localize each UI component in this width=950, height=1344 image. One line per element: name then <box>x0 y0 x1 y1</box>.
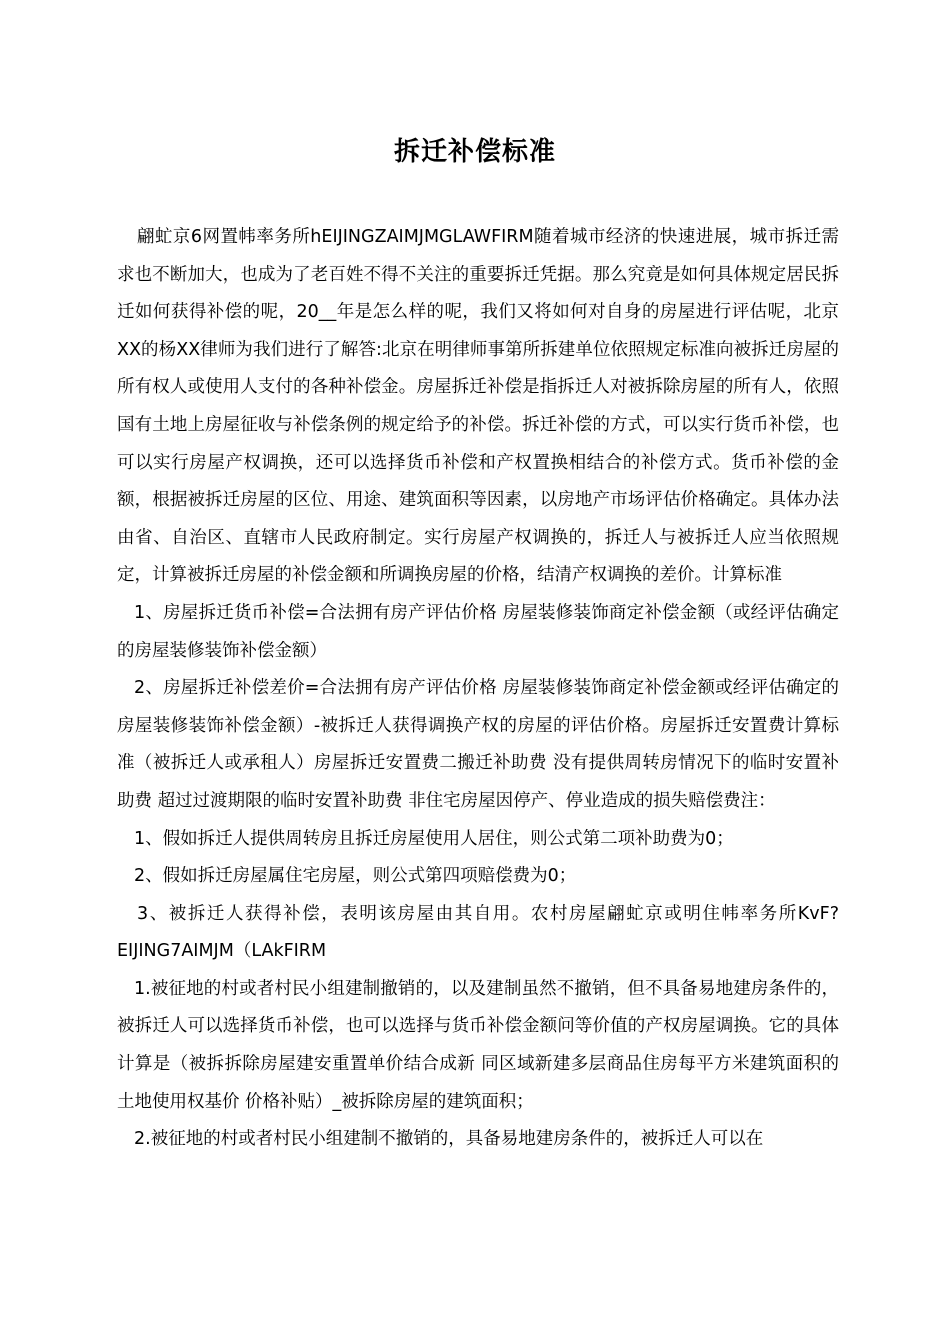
document-title: 拆迁补偿标准 <box>393 137 556 167</box>
paragraph-formula-2: 2、房屋拆迁补偿差价=合法拥有房产评估价格 房屋装修装饰商定补偿金额或经评估确定的房屋装修装饰补偿金额）-被拆迁人获得调换产权的房屋的评估价格。房屋拆迁安置费计算标准（被拆迁人或承租人）房屋拆迁安置费二搬迁补助费 没有提供周转房情况下的临时安置补助费 超过过渡期限的临时安置补助费 非住宅房屋因停产、停业造成的损失赔偿费注： <box>117 678 839 811</box>
paragraph-intro: 翩虻京6网置帏率务所hEIJINGZAIMJMGLAWFIRM随着城市经济的快速进展，城市拆迁需求也不断加大，也成为了老百姓不得不关注的重要拆迁凭据。那么究竟是如何具体规定居民拆迁如何获得补偿的呢，20__年是怎么样的呢，我们又将如何对自身的房屋进行评估呢，北京XX的杨XX律师为我们进行了解答:北京在明律师事第所拆建单位依照规定标准向被拆迁房屋的所有权人或使用人支付的各种补偿金。房屋拆迁补偿是指拆迁人对被拆除房屋的所有人，依照国有土地上房屋征收与补偿条例的规定给予的补偿。拆迁补偿的方式，可以实行货币补偿，也可以实行房屋产权调换，还可以选择货币补偿和产权置换相结合的补偿方式。货币补偿的金额，根据被拆迁房屋的区位、用途、建筑面积等因素，以房地产市场评估价格确定。具体办法由省、自治区、直辖市人民政府制定。实行房屋产权调换的，拆迁人与被拆迁人应当依照规定，计算被拆迁房屋的补偿金额和所调换房屋的价格，结清产权调换的差价。计算标准 <box>117 227 839 586</box>
paragraph-rural-1: 1.被征地的村或者村民小组建制撤销的，以及建制虽然不撤销，但不具备易地建房条件的，被拆迁人可以选择货币补偿，也可以选择与货币补偿金额问等价值的产权房屋调换。它的具体计算是（被拆拆除房屋建安重置单价结合成新 同区域新建多层商品住房每平方米建筑面积的土地使用权基价 价格补贴）_被拆除房屋的建筑面积； <box>117 978 839 1112</box>
paragraph-note-3: 3、被拆迁人获得补偿，表明该房屋由其自用。农村房屋翩虻京或明住帏率务所KvF?EIJING7AIMJM（LAkFIRM <box>117 903 839 962</box>
paragraph-rural-2: 2.被征地的村或者村民小组建制不撤销的，具备易地建房条件的，被拆迁人可以在 <box>134 1129 764 1150</box>
paragraph-note-1: 1、假如拆迁人提供周转房且拆迁房屋使用人居住，则公式第二项补助费为0； <box>134 828 734 849</box>
paragraph-formula-1: 1、房屋拆迁货币补偿=合法拥有房产评估价格 房屋装修装饰商定补偿金额（或经评估确定的房屋装修装饰补偿金额） <box>117 602 839 661</box>
paragraph-note-2: 2、假如拆迁房屋属住宅房屋，则公式第四项赔偿费为0； <box>134 866 577 887</box>
document-body <box>117 219 839 1159</box>
